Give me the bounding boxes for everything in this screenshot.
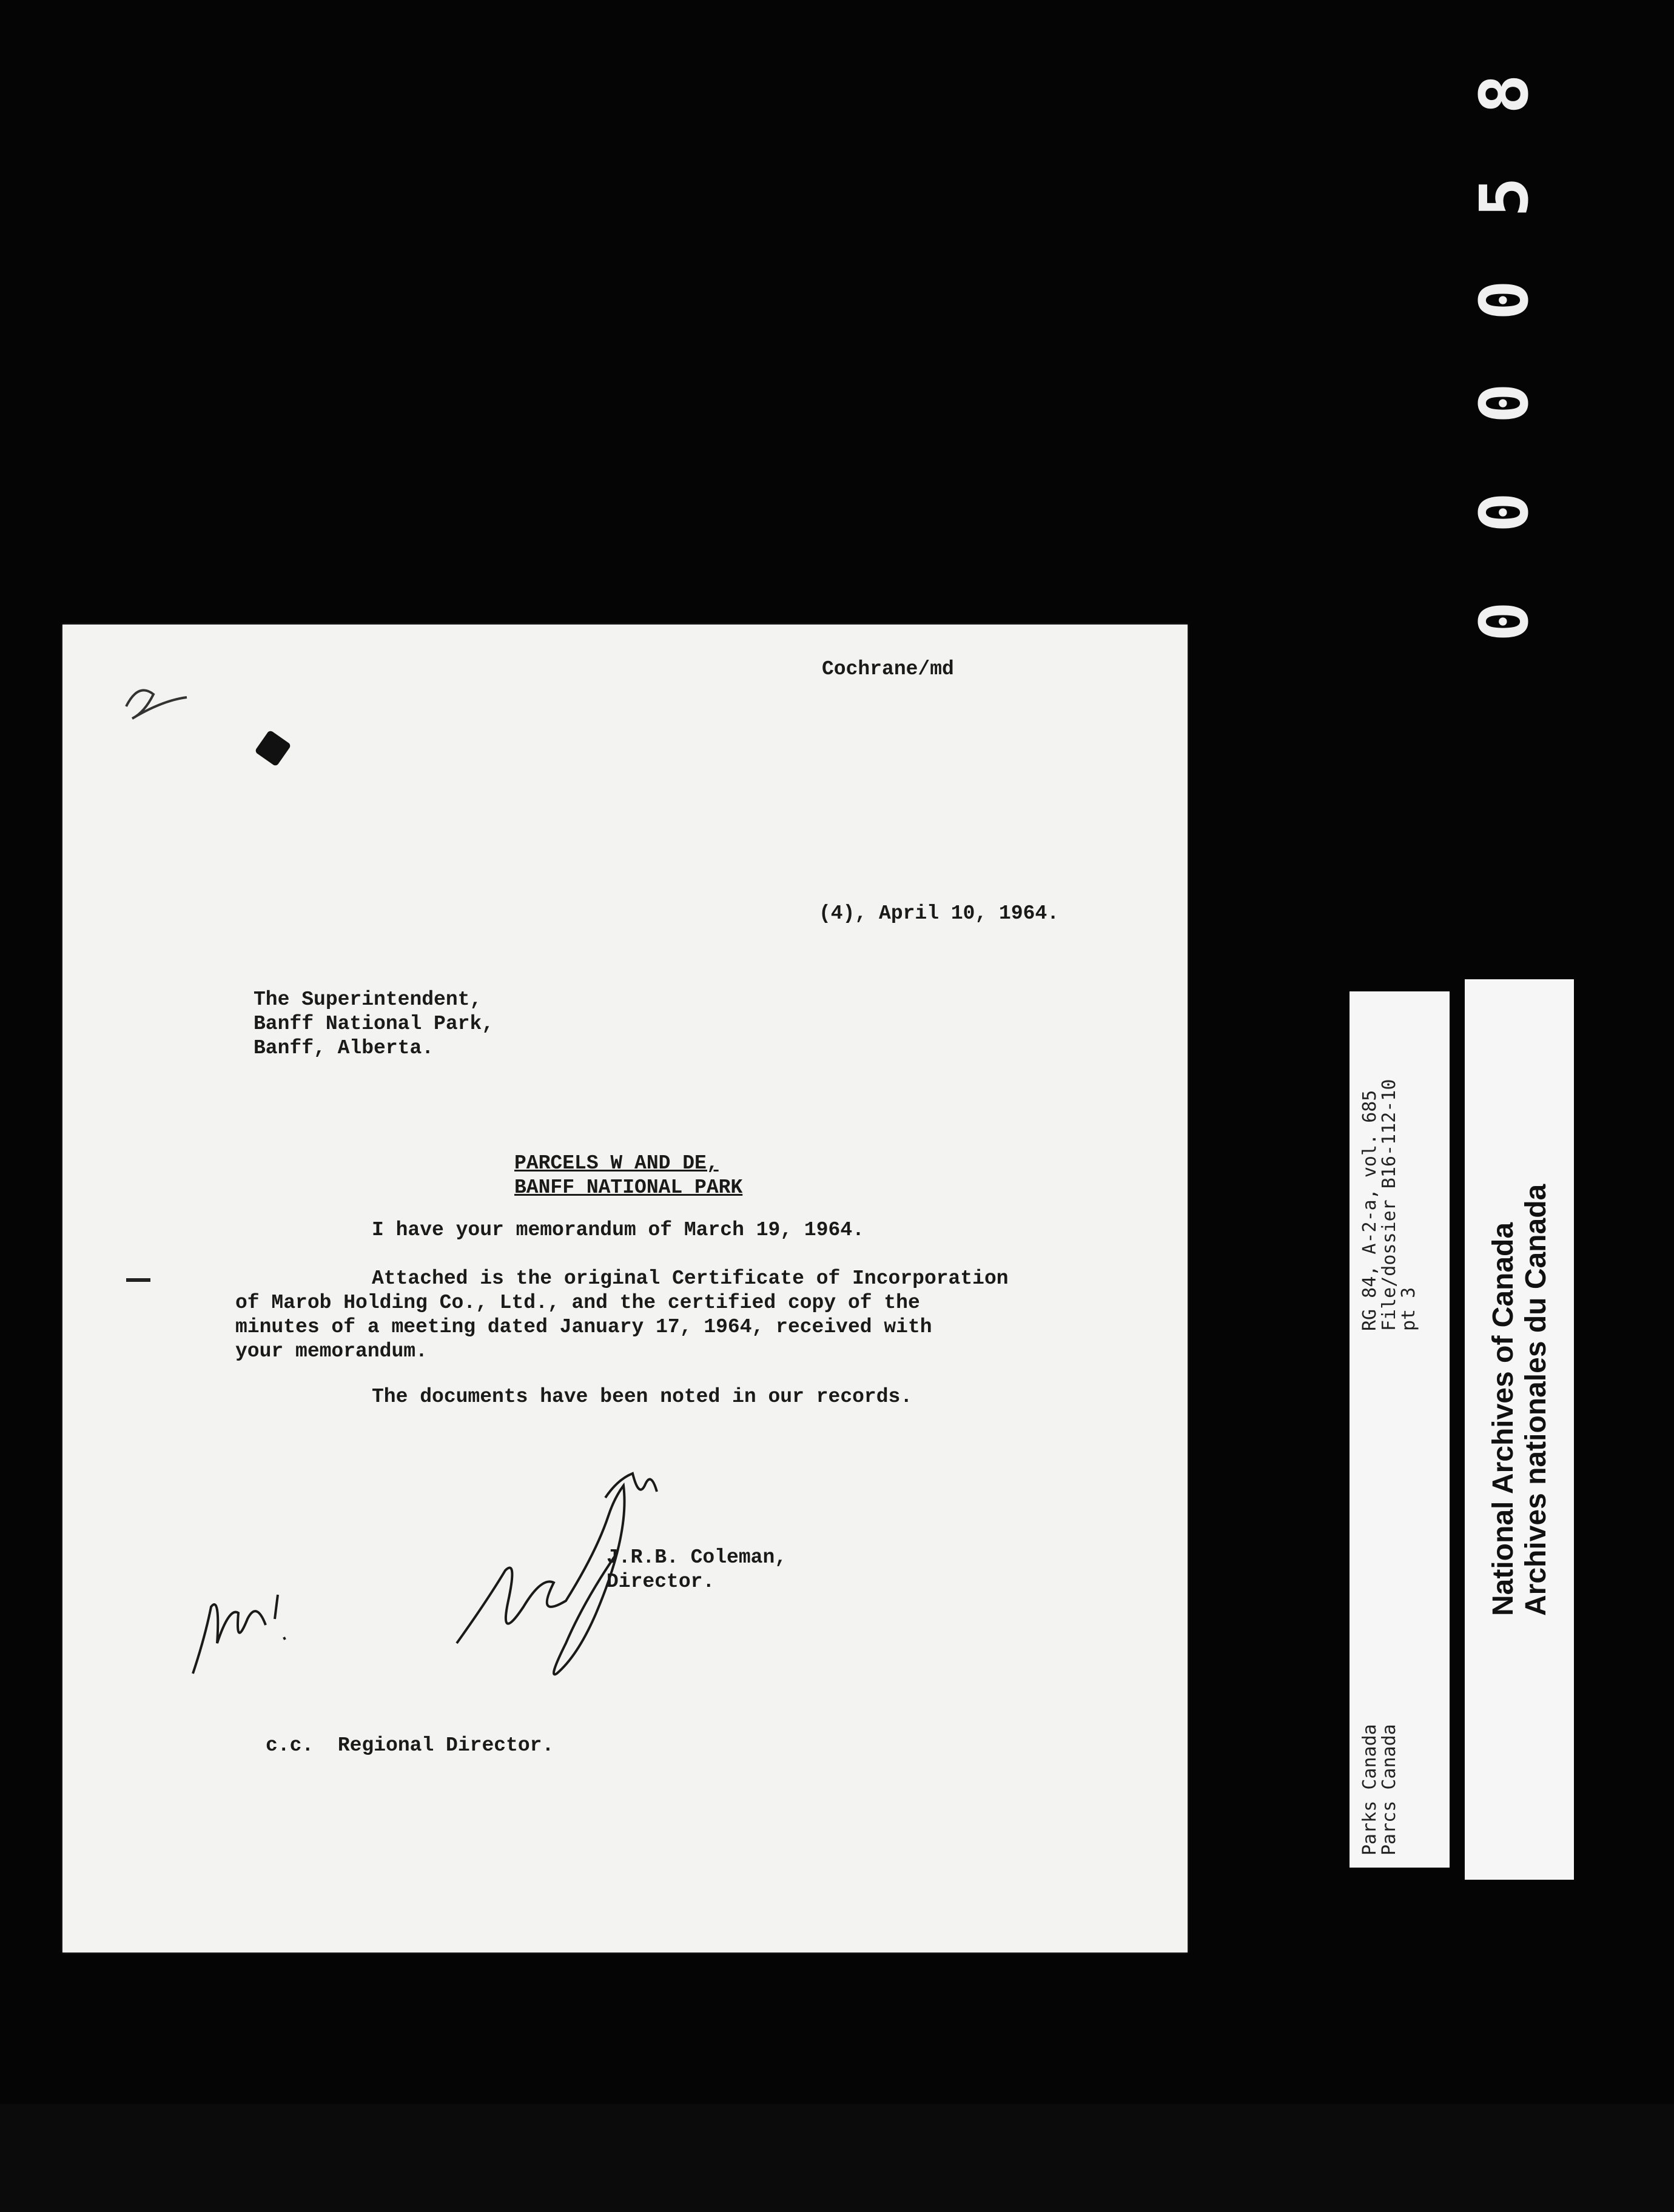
paragraph-2-line: Attached is the original Certificate of Incorporation (372, 1267, 1009, 1290)
signature (451, 1461, 681, 1692)
reference-line: File/dossier B16-112-10 (1379, 1079, 1400, 1331)
label-line: Archives nationales du Canada (1520, 1184, 1552, 1616)
address-line: The Superintendent, (254, 988, 482, 1011)
paragraph-2-line: of Marob Holding Co., Ltd., and the certified copy of the (235, 1292, 920, 1314)
letter-page (62, 625, 1188, 1952)
national-archives-label (1465, 979, 1574, 1880)
ink-blot (254, 729, 291, 766)
frame-digit: 0 (1465, 601, 1543, 642)
frame-digit: 5 (1465, 176, 1543, 218)
reference-line: pt 3 (1398, 1287, 1419, 1331)
paragraph-1: I have your memorandum of March 19, 1964. (372, 1219, 864, 1241)
address-line: Banff National Park, (254, 1013, 494, 1035)
reference-line: RG 84, A-2-a, vol. 685 (1359, 1090, 1380, 1331)
paragraph-2-line: your memorandum. (235, 1340, 428, 1362)
frame-digit: 0 (1465, 383, 1543, 424)
signatory-name: J.R.B. Coleman, (607, 1546, 787, 1569)
carbon-copy-line: c.c. Regional Director. (266, 1734, 554, 1757)
frame-digit: 0 (1465, 280, 1543, 321)
signatory-title: Director. (607, 1570, 715, 1593)
label-line: Parks Canada (1359, 1724, 1380, 1855)
margin-initial (120, 676, 241, 725)
frame-digit: 0 (1465, 492, 1543, 533)
subject-line: BANFF NATIONAL PARK (514, 1176, 743, 1199)
letter-date: (4), April 10, 1964. (819, 902, 1060, 925)
frame-digit: 8 (1465, 73, 1543, 115)
paragraph-3: The documents have been noted in our records. (372, 1386, 913, 1408)
film-edge (0, 2104, 1674, 2212)
parks-canada-label (1350, 991, 1450, 1868)
label-line: Parcs Canada (1379, 1724, 1400, 1855)
frame-number (1459, 49, 1550, 649)
initials (175, 1570, 320, 1692)
paragraph-2-line: minutes of a meeting dated January 17, 1964, received with (235, 1316, 932, 1338)
address-line: Banff, Alberta. (254, 1037, 434, 1059)
subject-line: PARCELS W AND DE, (514, 1152, 719, 1175)
label-line: National Archives of Canada (1487, 1222, 1519, 1616)
margin-dash (126, 1278, 150, 1282)
file-reference: Cochrane/md (822, 658, 954, 680)
